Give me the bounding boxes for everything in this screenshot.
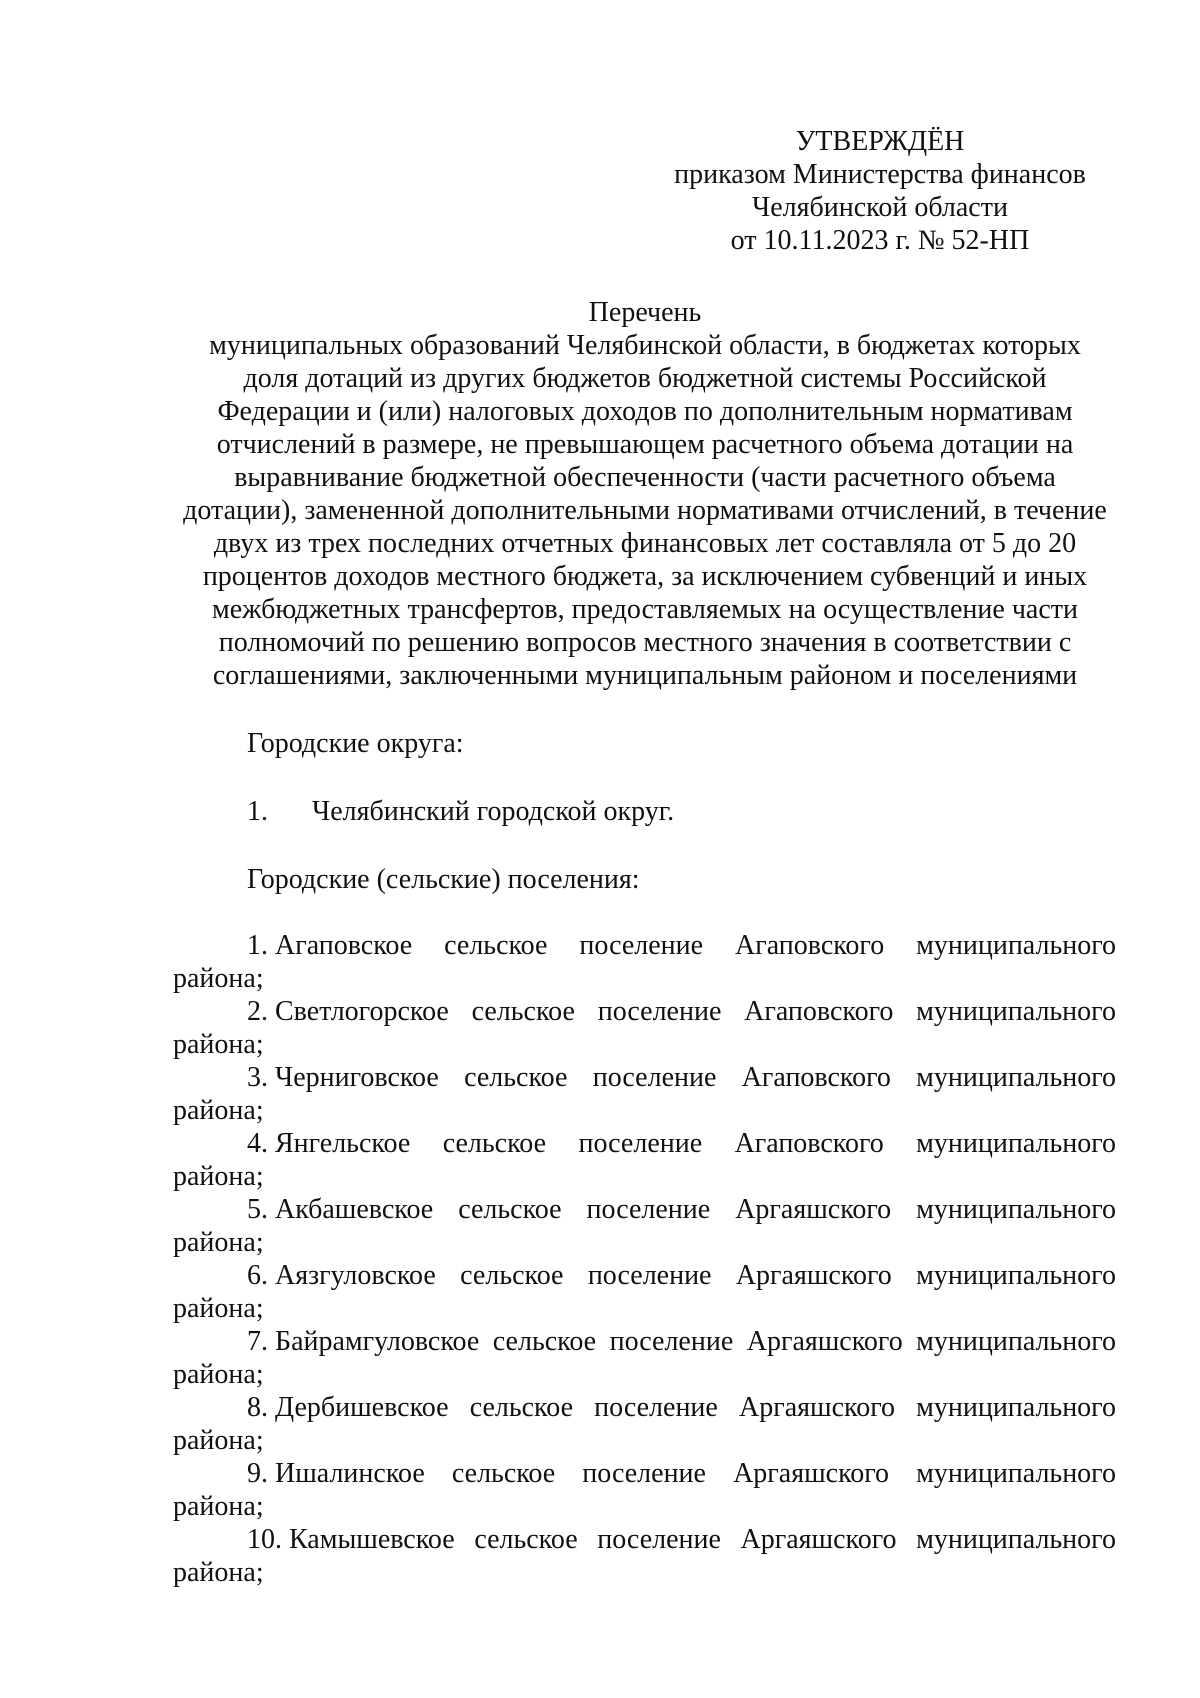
settlement-word: поселение	[578, 1128, 703, 1159]
list-item	[173, 1325, 1116, 1391]
item-number: 9.	[247, 1458, 268, 1489]
item-number: 7.	[247, 1326, 268, 1357]
heading-line: доля дотаций из других бюджетов бюджетной системы Российской	[243, 363, 1047, 394]
item-continuation: района;	[173, 1359, 264, 1390]
approval-stamp	[640, 125, 1120, 257]
list-item	[173, 1523, 1116, 1589]
document-title: Перечень	[588, 297, 702, 328]
district-type: муниципального	[916, 930, 1116, 961]
settlement-name: Янгельское	[275, 1128, 411, 1159]
list-item	[173, 1457, 1116, 1523]
list-item	[173, 1061, 1116, 1127]
settlement-name: Акбашевское	[275, 1194, 434, 1225]
district-name: Агаповского	[744, 996, 894, 1027]
item-continuation: района;	[173, 1095, 264, 1126]
heading-line: выравнивание бюджетной обеспеченности (части расчетного объема	[234, 462, 1056, 493]
settlement-word: поселение	[592, 1062, 717, 1093]
list-item	[173, 1391, 1116, 1457]
approval-date-number: от 10.11.2023 г. № 52-НП	[730, 225, 1030, 256]
document-heading	[170, 296, 1120, 692]
item-number: 10.	[247, 1524, 282, 1555]
list-item	[173, 1127, 1116, 1193]
settlement-word: поселение	[597, 1524, 721, 1555]
settlement-word: поселение	[586, 1194, 711, 1225]
settlement-type: сельское	[458, 1194, 562, 1225]
district-name: Аргаяшского	[733, 1458, 890, 1489]
item-continuation: района;	[173, 963, 264, 994]
item-continuation: района;	[173, 1227, 264, 1258]
settlement-type: сельское	[492, 1326, 597, 1357]
heading-line: двух из трех последних отчетных финансовых лет составляла от 5 до 20	[213, 528, 1077, 559]
settlement-name: Ишалинское	[275, 1458, 425, 1489]
district-name: Агаповского	[741, 1062, 891, 1093]
district-name: Аргаяшского	[735, 1194, 892, 1225]
item-number: 1.	[247, 930, 268, 961]
item-continuation: района;	[173, 1557, 264, 1588]
district-type: муниципального	[916, 1194, 1116, 1225]
list-item	[173, 995, 1116, 1061]
settlement-word: поселение	[609, 1326, 734, 1357]
item-number: 1.	[247, 796, 268, 827]
settlement-name: Дербишевское	[275, 1392, 449, 1423]
item-continuation: района;	[173, 1293, 264, 1324]
approval-title: УТВЕРЖДЁН	[795, 126, 965, 157]
settlement-name: Байрамгуловское	[275, 1326, 480, 1357]
list-item	[173, 929, 1116, 995]
heading-line: дотации), замененной дополнительными нормативами отчислений, в течение	[183, 495, 1107, 526]
heading-line: Федерации и (или) налоговых доходов по дополнительным нормативам	[217, 396, 1073, 427]
settlement-word: поселение	[579, 930, 704, 961]
settlements-label: Городские (сельские) поселения:	[247, 864, 640, 895]
heading-line: отчислений в размере, не превышающем расчетного объема дотации на	[216, 429, 1074, 460]
district-type: муниципального	[916, 1062, 1116, 1093]
district-type: муниципального	[916, 1260, 1116, 1291]
item-number: 4.	[247, 1128, 268, 1159]
urban-district-item	[247, 795, 674, 828]
heading-line: процентов доходов местного бюджета, за исключением субвенций и иных	[202, 561, 1088, 592]
settlement-type: сельское	[471, 996, 575, 1027]
heading-line: соглашениями, заключенными муниципальным районом и поселениями	[212, 660, 1078, 691]
item-number: 3.	[247, 1062, 268, 1093]
settlements-list	[173, 929, 1116, 1589]
item-number: 2.	[247, 996, 268, 1027]
district-type: муниципального	[916, 1524, 1116, 1555]
district-name: Аргаяшского	[735, 1260, 892, 1291]
settlement-name: Камышевское	[289, 1524, 455, 1555]
item-continuation: района;	[173, 1425, 264, 1456]
settlement-word: поселение	[587, 1260, 712, 1291]
settlement-word: поселение	[594, 1392, 718, 1423]
settlement-type: сельское	[469, 1392, 574, 1423]
settlement-name: Светлогорское	[275, 996, 449, 1027]
item-continuation: района;	[173, 1029, 264, 1060]
item-name: Челябинский городской округ.	[312, 796, 675, 827]
district-name: Агаповского	[734, 1128, 884, 1159]
district-type: муниципального	[916, 1392, 1116, 1423]
district-name: Агаповского	[735, 930, 885, 961]
district-name: Аргаяшского	[739, 1392, 895, 1423]
settlement-type: сельское	[451, 1458, 556, 1489]
settlement-type: сельское	[442, 1128, 547, 1159]
urban-districts-label: Городские округа:	[247, 728, 464, 759]
district-name: Аргаяшского	[746, 1326, 903, 1357]
settlement-word: поселение	[597, 996, 722, 1027]
settlement-name: Агаповское	[275, 930, 413, 961]
approval-order: приказом Министерства финансов	[674, 159, 1086, 190]
district-type: муниципального	[916, 1458, 1116, 1489]
settlement-type: сельское	[444, 930, 548, 961]
settlement-name: Черниговское	[275, 1062, 439, 1093]
item-continuation: района;	[173, 1491, 264, 1522]
item-number: 6.	[247, 1260, 268, 1291]
settlement-word: поселение	[582, 1458, 706, 1489]
settlement-name: Аязгуловское	[275, 1260, 436, 1291]
settlement-type: сельское	[464, 1062, 568, 1093]
district-type: муниципального	[916, 1326, 1116, 1357]
settlement-type: сельское	[474, 1524, 578, 1555]
item-number: 5.	[247, 1194, 268, 1225]
heading-line: полномочий по решению вопросов местного значения в соответствии с	[218, 627, 1072, 658]
item-continuation: района;	[173, 1161, 264, 1192]
approval-region: Челябинской области	[752, 192, 1008, 223]
district-type: муниципального	[916, 996, 1116, 1027]
heading-line: муниципальных образований Челябинской области, в бюджетах которых	[209, 330, 1081, 361]
district-type: муниципального	[916, 1128, 1116, 1159]
settlement-type: сельское	[460, 1260, 564, 1291]
list-item	[173, 1259, 1116, 1325]
item-number: 8.	[247, 1392, 268, 1423]
district-name: Аргаяшского	[740, 1524, 897, 1555]
heading-line: межбюджетных трансфертов, предоставляемых на осуществление части	[211, 594, 1078, 625]
list-item	[173, 1193, 1116, 1259]
